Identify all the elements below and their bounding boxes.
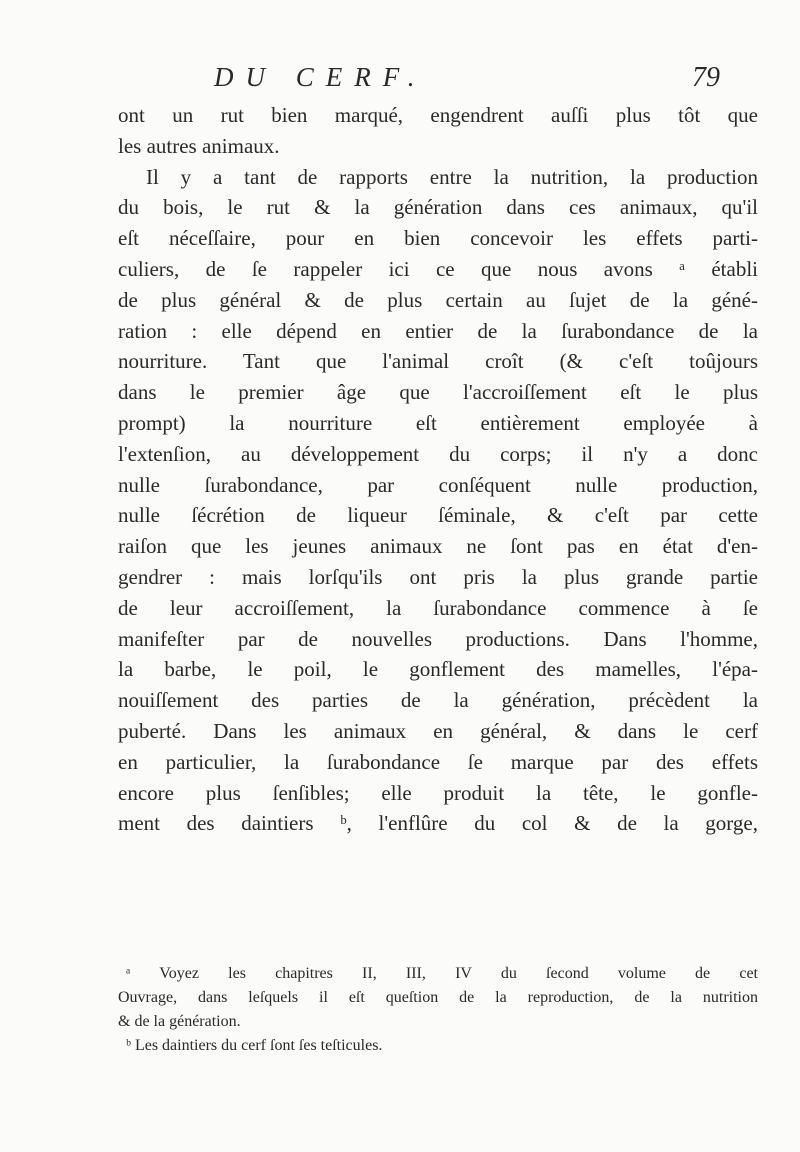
running-title: DU CERF. xyxy=(214,62,427,92)
page-number: 79 xyxy=(692,62,720,93)
text-line: l'extenſion, au développement du corps; il n'y a donc xyxy=(118,441,758,466)
text-line: dans le premier âge que l'accroiſſement eſt le plus xyxy=(118,380,758,405)
running-head xyxy=(200,62,720,98)
text-line: les autres animaux. xyxy=(118,133,280,158)
text-line: gendrer : mais lorſqu'ils ont pris la plus grande partie xyxy=(118,564,758,589)
text-line: du bois, le rut & la génération dans ces animaux, qu'il xyxy=(118,195,758,220)
text-line: de plus général & de plus certain au ſujet de la géné- xyxy=(118,287,758,312)
footnote-line: & de la génération. xyxy=(118,1013,241,1030)
text-line: nourriture. Tant que l'animal croît (& c'eſt toûjours xyxy=(118,349,758,374)
body-text xyxy=(118,100,758,839)
text-line: de leur accroiſſement, la ſurabondance commence à ſe xyxy=(118,595,758,620)
footnote-line: ᵃ Voyez les chapitres II, III, IV du ſecond volume de cet xyxy=(126,965,758,982)
text-line: nulle ſécrétion de liqueur ſéminale, & c'eſt par cette xyxy=(118,503,758,528)
text-line: la barbe, le poil, le gonflement des mamelles, l'épa- xyxy=(118,657,758,682)
text-line: Il y a tant de rapports entre la nutrition, la production xyxy=(146,164,758,189)
text-line: encore plus ſenſibles; elle produit la tête, le gonfle- xyxy=(118,780,758,805)
text-line: en particulier, la ſurabondance ſe marque par des effets xyxy=(118,749,758,774)
footnote-line: ᵇ Les daintiers du cerf ſont ſes teſticules. xyxy=(126,1037,383,1054)
text-line: prompt) la nourriture eſt entièrement employée à xyxy=(118,410,758,435)
text-line: nouiſſement des parties de la génération, précèdent la xyxy=(118,688,758,713)
text-line: ment des daintiers ᵇ, l'enflûre du col & de la gorge, xyxy=(118,811,758,836)
text-line: ration : elle dépend en entier de la ſurabondance de la xyxy=(118,318,758,343)
text-line: eſt néceſſaire, pour en bien concevoir les effets parti- xyxy=(118,226,758,251)
text-line: manifeſter par de nouvelles productions. Dans l'homme, xyxy=(118,626,758,651)
text-line: raiſon que les jeunes animaux ne ſont pas en état d'en- xyxy=(118,534,758,559)
footnote-line: Ouvrage, dans leſquels il eſt queſtion de la reproduction, de la nutrition xyxy=(118,989,758,1006)
text-line: culiers, de ſe rappeler ici ce que nous avons ᵃ établi xyxy=(118,256,758,281)
text-line: puberté. Dans les animaux en général, & dans le cerf xyxy=(118,718,758,743)
footnotes xyxy=(118,962,758,1058)
text-line: nulle ſurabondance, par conſéquent nulle production, xyxy=(118,472,758,497)
text-line: ont un rut bien marqué, engendrent auſſi plus tôt que xyxy=(118,103,758,127)
